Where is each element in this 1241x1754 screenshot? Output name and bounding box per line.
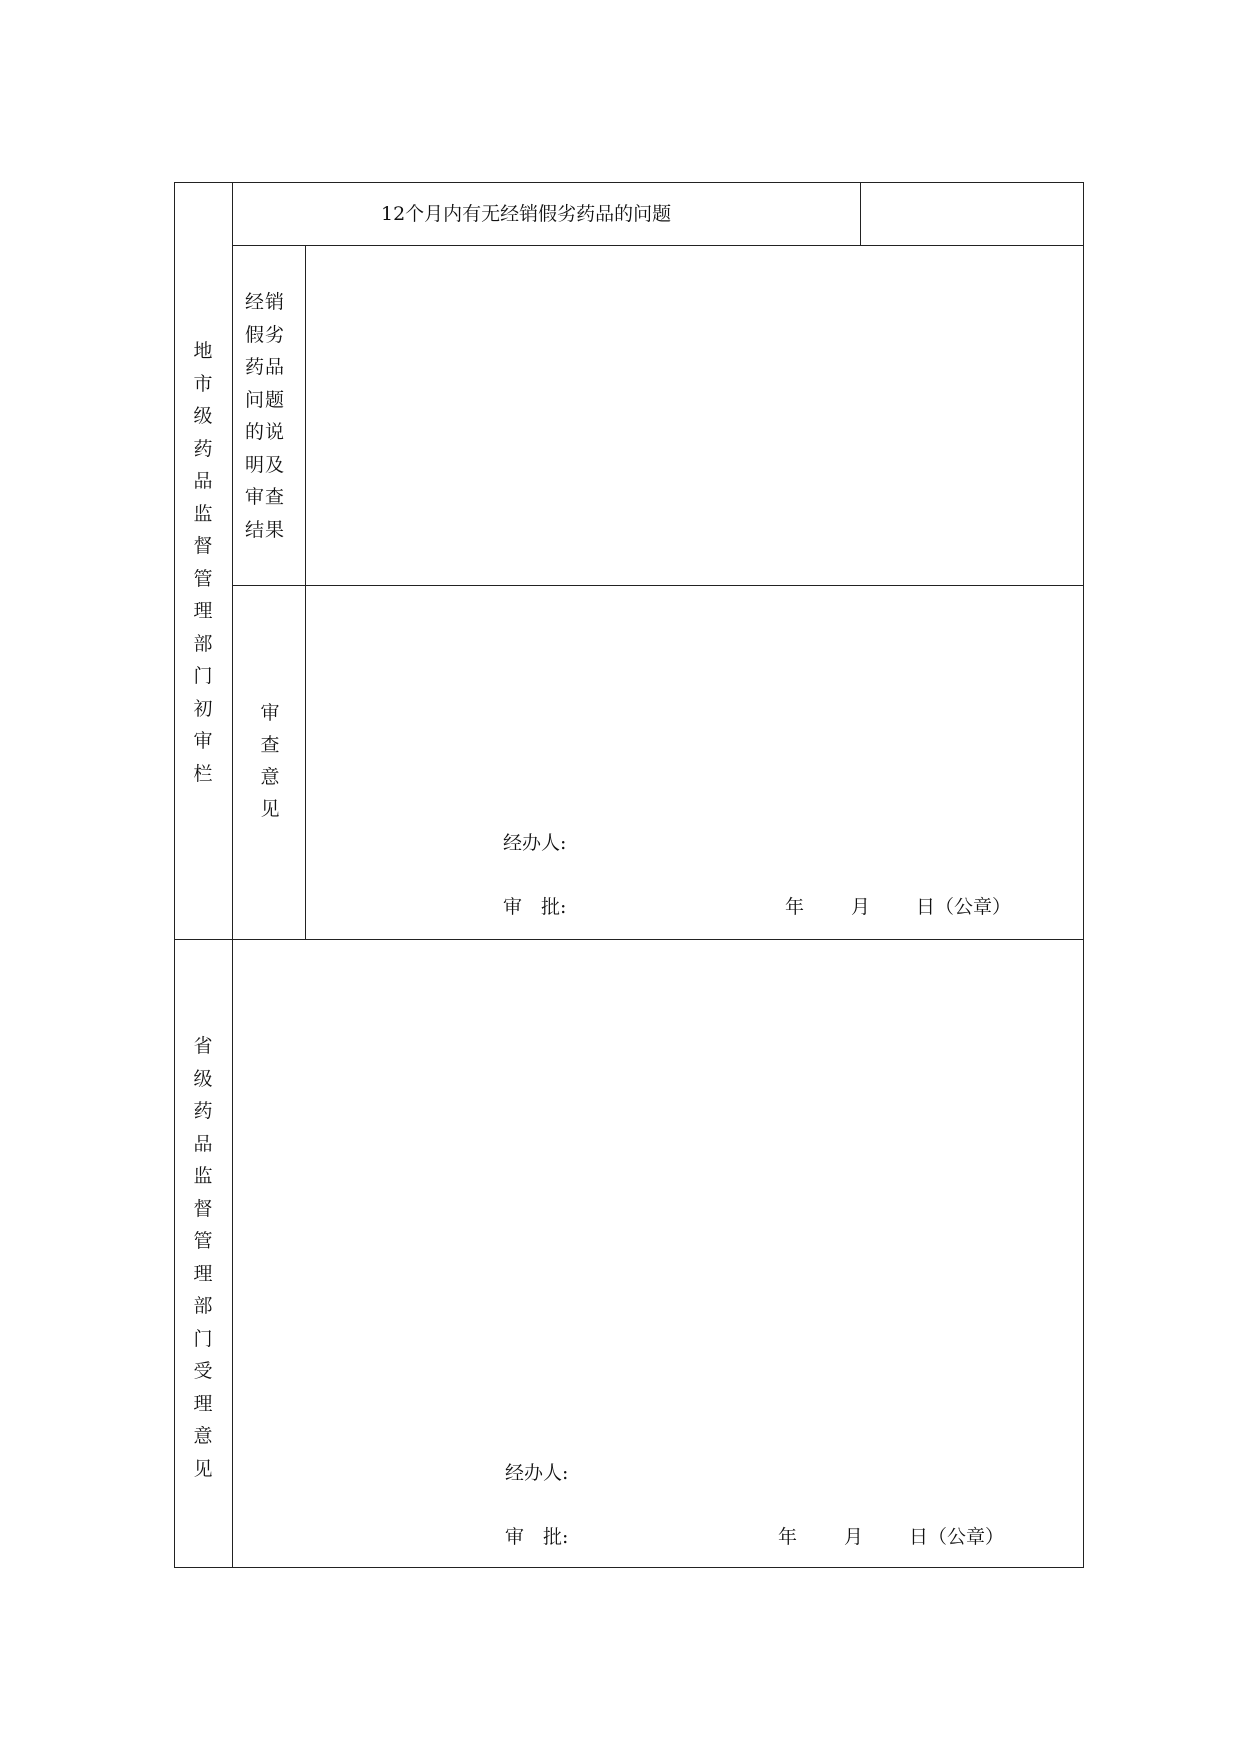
question-row-divider: [232, 245, 1084, 246]
provincial-approval-label: 审 批:: [505, 1526, 569, 1548]
table-bottom-border: [174, 1567, 1084, 1568]
review-opinion-label: 审查意见: [260, 702, 280, 820]
provincial-handler-label: 经办人:: [505, 1462, 569, 1484]
question-answer-field[interactable]: [870, 205, 1070, 229]
provincial-day-seal-label: 日（公章）: [909, 1526, 1005, 1548]
municipal-month-label: 月: [851, 896, 871, 918]
table-right-border: [1083, 182, 1084, 1568]
explanation-field[interactable]: [315, 255, 1075, 575]
provincial-section-label: 省级药品监督管理部门受理意见: [193, 1035, 213, 1480]
table-left-border: [174, 182, 175, 1568]
municipal-year-label: 年: [785, 896, 805, 918]
municipal-section-label: 地市级药品监督管理部门初审栏: [193, 340, 213, 785]
section-divider: [174, 939, 1084, 940]
sublabel-column-divider: [305, 245, 306, 940]
explanation-label: 经销假劣药品问题的说明及审查结果: [245, 291, 286, 541]
municipal-day-seal-label: 日（公章）: [916, 896, 1012, 918]
municipal-approval-label: 审 批:: [503, 896, 567, 918]
provincial-year-label: 年: [778, 1526, 798, 1548]
explanation-review-divider: [232, 585, 1084, 586]
section-column-divider: [232, 182, 233, 1568]
table-top-border: [174, 182, 1084, 183]
question-label: 12个月内有无经销假劣药品的问题: [381, 203, 672, 225]
answer-cell-divider: [860, 182, 861, 246]
provincial-month-label: 月: [844, 1526, 864, 1548]
municipal-handler-label: 经办人:: [503, 832, 567, 854]
